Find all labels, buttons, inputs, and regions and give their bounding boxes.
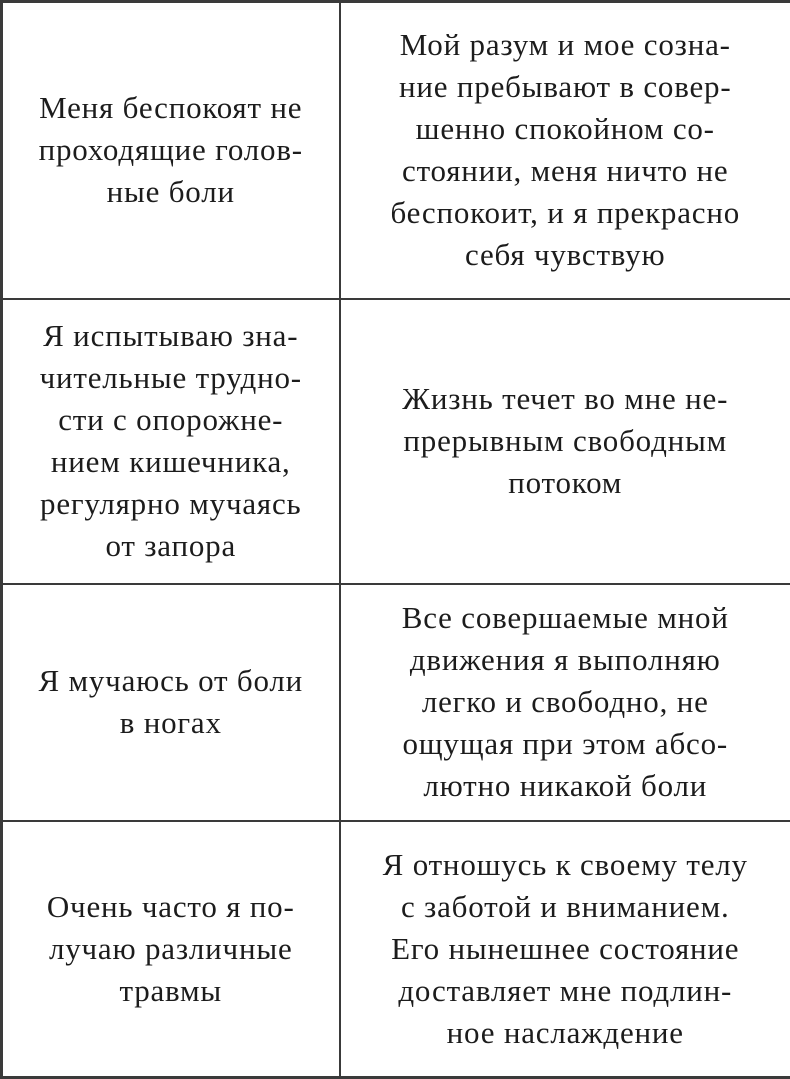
problem-text-line: в ногах bbox=[11, 702, 331, 744]
affirmation-text-line: Мой разум и мое созна- bbox=[349, 24, 783, 66]
affirmation-text-line: Жизнь течет во мне не- bbox=[349, 378, 783, 420]
affirmation-cell bbox=[340, 299, 790, 584]
problem-text-line: регулярно мучаясь bbox=[11, 483, 331, 525]
affirmation-text-line: ние пребывают в совер- bbox=[349, 66, 783, 108]
problem-text-line: травмы bbox=[11, 970, 331, 1012]
table-row bbox=[2, 2, 790, 299]
affirmation-text-line: беспокоит, и я прекрасно bbox=[349, 192, 783, 234]
problem-text-line: ные боли bbox=[11, 171, 331, 213]
problem-cell bbox=[2, 299, 340, 584]
problem-cell bbox=[2, 584, 340, 821]
affirmation-cell bbox=[340, 584, 790, 821]
problem-text-line: от запора bbox=[11, 525, 331, 567]
table-row bbox=[2, 821, 790, 1078]
affirmation-text-line: движения я выполняю bbox=[349, 639, 783, 681]
affirmation-text-line: Его нынешнее состояние bbox=[349, 928, 783, 970]
affirmation-cell bbox=[340, 821, 790, 1078]
problem-text-line: Я испытываю зна- bbox=[11, 315, 331, 357]
affirmation-text-line: стоянии, меня ничто не bbox=[349, 150, 783, 192]
affirmation-text-line: себя чувствую bbox=[349, 234, 783, 276]
affirmation-text-line: легко и свободно, не bbox=[349, 681, 783, 723]
problem-text-line: Я мучаюсь от боли bbox=[11, 660, 331, 702]
affirmation-text-line: прерывным свободным bbox=[349, 420, 783, 462]
problem-text-line: чительные трудно- bbox=[11, 357, 331, 399]
problem-text-line: Очень часто я по- bbox=[11, 886, 331, 928]
affirmation-text-line: ное наслаждение bbox=[349, 1012, 783, 1054]
table-row bbox=[2, 584, 790, 821]
affirmation-text-line: ощущая при этом абсо- bbox=[349, 723, 783, 765]
table-row bbox=[2, 299, 790, 584]
problem-cell bbox=[2, 821, 340, 1078]
problem-text-line: проходящие голов- bbox=[11, 129, 331, 171]
problem-text-line: сти с опорожне- bbox=[11, 399, 331, 441]
affirmation-cell bbox=[340, 2, 790, 299]
affirmation-text-line: потоком bbox=[349, 462, 783, 504]
affirmation-text-line: доставляет мне подлин- bbox=[349, 970, 783, 1012]
problem-text-line: нием кишечника, bbox=[11, 441, 331, 483]
problem-text-line: лучаю различные bbox=[11, 928, 331, 970]
affirmation-text-line: с заботой и вниманием. bbox=[349, 886, 783, 928]
problem-cell bbox=[2, 2, 340, 299]
affirmation-text-line: лютно никакой боли bbox=[349, 765, 783, 807]
affirmation-text-line: Все совершаемые мной bbox=[349, 597, 783, 639]
affirmation-text-line: Я отношусь к своему телу bbox=[349, 844, 783, 886]
problem-text-line: Меня беспокоят не bbox=[11, 87, 331, 129]
affirmation-text-line: шенно спокойном со- bbox=[349, 108, 783, 150]
